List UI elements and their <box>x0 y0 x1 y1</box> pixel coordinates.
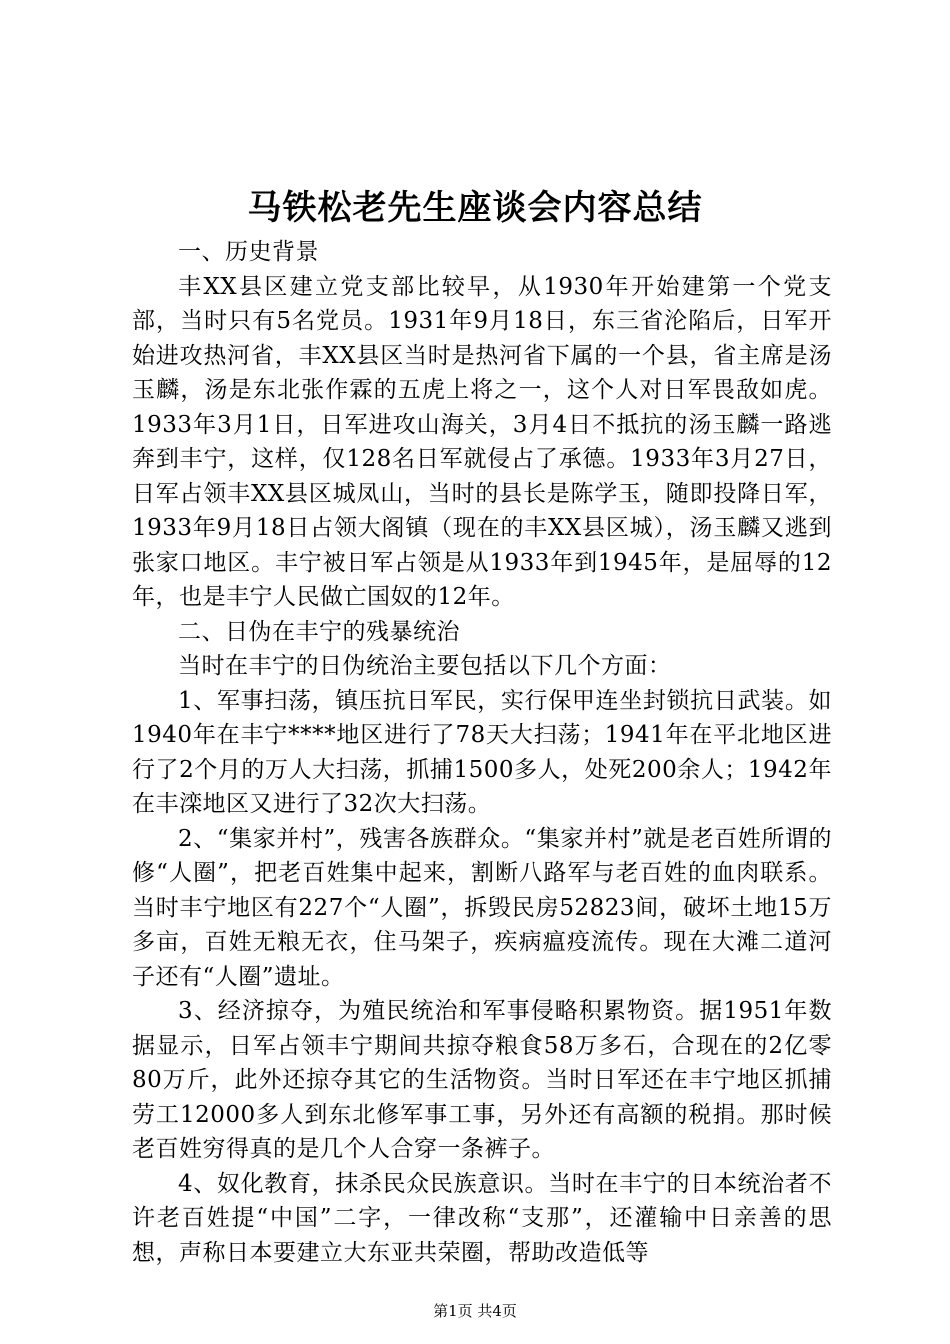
paragraph-intro: 当时在丰宁的日伪统治主要包括以下几个方面： <box>178 653 672 679</box>
page-footer: 第1页 共4页 <box>433 1302 517 1320</box>
document-title: 马铁松老先生座谈会内容总结 <box>247 188 703 228</box>
section-heading-rule: 二、日伪在丰宁的残暴统治 <box>178 618 460 645</box>
paragraph-history: 丰XX县区建立党支部比较早，从1930年开始建第一个党支部，当时只有5名党员。1931年9月18日，东三省沦陷后，日军开始进攻热河省，丰XX县区当时是热河省下属的一个县，省主席是汤玉麟，汤是东北张作霖的五虎上将之一，这个人对日军畏敌如虎。1933年3月1日，日军进攻山海关，3月4日不抵抗的汤玉麟一路逃奔到丰宁，这样，仅128名日军就侵占了承德。1933年3月27日，日军占领丰XX县区城凤山，当时的县长是陈学玉，随即投降日军，1933年9月18日占领大阁镇（现在的丰XX县区城），汤玉麟又逃到张家口地区。丰宁被日军占领是从1933年到1945年，是屈辱的12年，也是丰宁人民做亡国奴的12年。 <box>132 273 832 610</box>
section-heading-history: 一、历史背景 <box>178 239 319 265</box>
paragraph-item-4: 4、奴化教育，抹杀民众民族意识。当时在丰宁的日本统治者不许老百姓提“中国”二字，一律改称“支那”，还灌输中日亲善的思想，声称日本要建立大东亚共荣圈，帮助改造低等 <box>132 1170 832 1266</box>
paragraph-item-2: 2、“集家并村”，残害各族群众。“集家并村”就是老百姓所谓的修“人圈”，把老百姓集中起来，割断八路军与老百姓的血肉联系。当时丰宁地区有227个“人圈”，拆毁民房52823间，破坏土地15万多亩，百姓无粮无衣，住马架子，疾病瘟疫流传。现在大滩二道河子还有“人圈”遗址。 <box>132 825 832 990</box>
document-body <box>132 235 832 1270</box>
paragraph-item-3: 3、经济掠夺，为殖民统治和军事侵略积累物资。据1951年数据显示，日军占领丰宁期间共掠夺粮食58万多石，合现在的2亿零80万斤，此外还掠夺其它的生活物资。当时日军还在丰宁地区抓捕劳工12000多人到东北修军事工事，另外还有高额的税捐。那时候老百姓穷得真的是几个人合穿一条裤子。 <box>132 998 832 1162</box>
paragraph-item-1: 1、军事扫荡，镇压抗日军民，实行保甲连坐封锁抗日武装。如1940年在丰宁****地区进行了78天大扫荡；1941年在平北地区进行了2个月的万人大扫荡，抓捕1500多人，处死200余人；1942年在丰滦地区又进行了32次大扫荡。 <box>132 687 832 817</box>
